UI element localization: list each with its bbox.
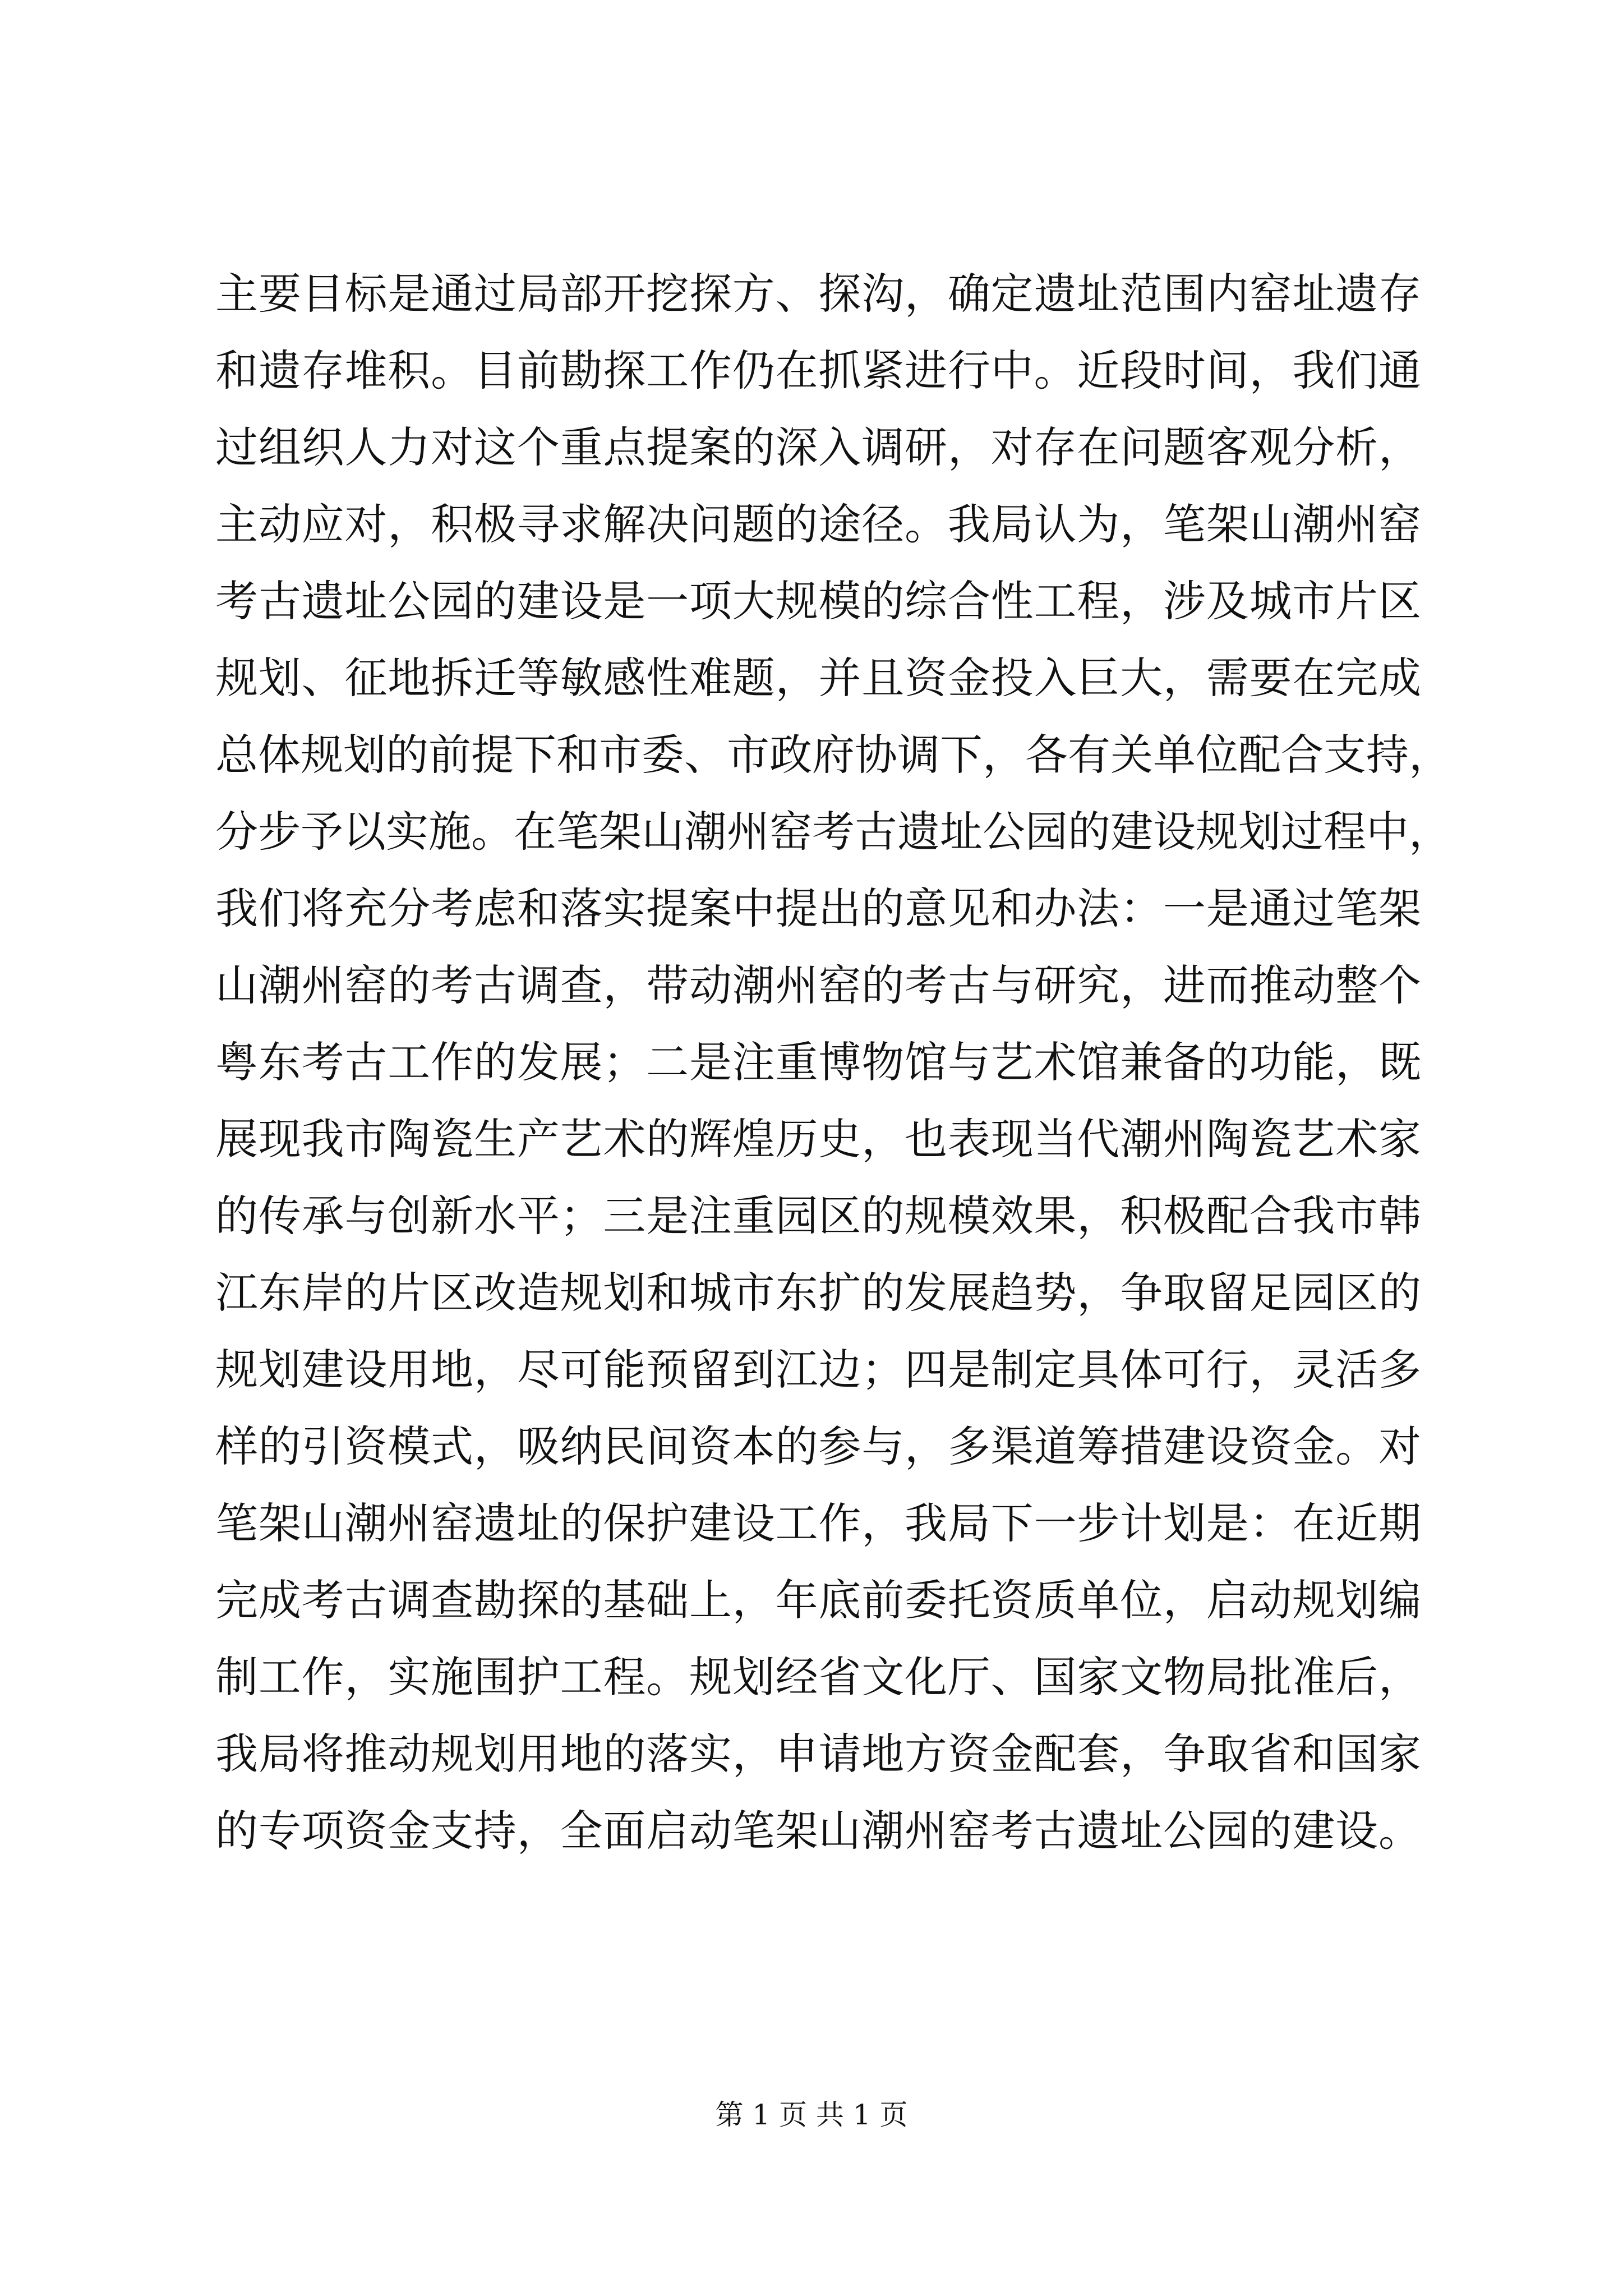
text-line: 样的引资模式，吸纳民间资本的参与，多渠道筹措建设资金。对 <box>215 1421 1421 1471</box>
text-line: 主要目标是通过局部开挖探方、探沟，确定遗址范围内窑址遗存 <box>215 269 1421 319</box>
text-line: 主动应对，积极寻求解决问题的途径。我局认为，笔架山潮州窑 <box>215 499 1421 549</box>
page-number-label: 第 1 页 共 1 页 <box>715 2099 908 2131</box>
text-line: 山潮州窑的考古调查，带动潮州窑的考古与研究，进而推动整个 <box>215 960 1421 1010</box>
text-line: 制工作，实施围护工程。规划经省文化厅、国家文物局批准后， <box>215 1652 1421 1702</box>
text-line: 考古遗址公园的建设是一项大规模的综合性工程，涉及城市片区 <box>215 576 1421 626</box>
text-line: 笔架山潮州窑遗址的保护建设工作，我局下一步计划是：在近期 <box>215 1498 1421 1548</box>
text-line: 江东岸的片区改造规划和城市东扩的发展趋势，争取留足园区的 <box>215 1268 1421 1318</box>
text-line: 我们将充分考虑和落实提案中提出的意见和办法：一是通过笔架 <box>215 884 1421 933</box>
page-footer <box>0 2095 1623 2134</box>
text-line: 我局将推动规划用地的落实，申请地方资金配套，争取省和国家 <box>215 1729 1421 1779</box>
text-line: 规划建设用地，尽可能预留到江边；四是制定具体可行，灵活多 <box>215 1345 1421 1395</box>
text-line: 展现我市陶瓷生产艺术的辉煌历史，也表现当代潮州陶瓷艺术家 <box>215 1114 1421 1164</box>
text-line: 过组织人力对这个重点提案的深入调研，对存在问题客观分析， <box>215 422 1421 472</box>
text-line: 的专项资金支持，全面启动笔架山潮州窑考古遗址公园的建设。 <box>215 1806 1421 1856</box>
text-line: 总体规划的前提下和市委、市政府协调下，各有关单位配合支持， <box>215 730 1451 780</box>
text-line: 和遗存堆积。目前勘探工作仍在抓紧进行中。近段时间，我们通 <box>215 346 1421 395</box>
body-paragraph <box>215 255 1451 1869</box>
text-line: 粤东考古工作的发展；二是注重博物馆与艺术馆兼备的功能，既 <box>215 1037 1421 1087</box>
text-line: 的传承与创新水平；三是注重园区的规模效果，积极配合我市韩 <box>215 1191 1421 1241</box>
text-line: 完成考古调查勘探的基础上，年底前委托资质单位，启动规划编 <box>215 1575 1421 1625</box>
text-line: 规划、征地拆迁等敏感性难题，并且资金投入巨大，需要在完成 <box>215 653 1421 703</box>
text-line: 分步予以实施。在笔架山潮州窑考古遗址公园的建设规划过程中， <box>215 807 1451 857</box>
